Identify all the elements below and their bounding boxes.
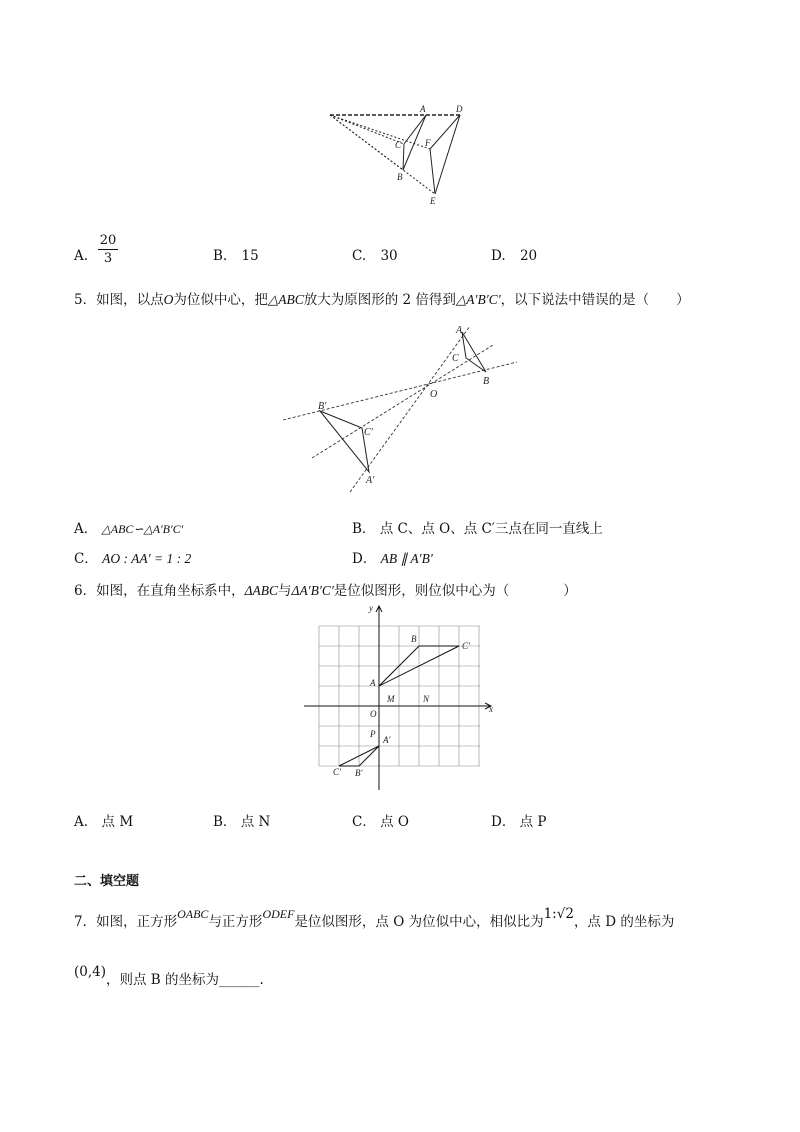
q6-label-y: y bbox=[369, 603, 373, 613]
q6-label-c2: C′ bbox=[333, 767, 341, 777]
q6-option-c-text: 点 O bbox=[380, 814, 409, 830]
q6-option-c[interactable] bbox=[352, 810, 409, 830]
q4-label-c: C bbox=[395, 140, 402, 150]
q5-option-c-letter: C． bbox=[74, 551, 98, 567]
q6-stem-pre: 6．如图，在直角坐标系中， bbox=[74, 583, 245, 599]
q7-line2-text: ，则点 B 的坐标为______. bbox=[106, 972, 264, 988]
q7-line2 bbox=[74, 964, 264, 988]
q5-stem-mid: 为位似中心，把 bbox=[173, 292, 268, 308]
q5-option-c-text: AO : AA′ = 1 : 2 bbox=[102, 551, 192, 566]
q6-label-b2: B′ bbox=[355, 768, 363, 778]
q5-option-a-letter: A． bbox=[74, 521, 98, 537]
q6-option-d-text: 点 P bbox=[519, 814, 547, 830]
q4-label-d: D bbox=[456, 104, 463, 114]
q4-option-b-letter: B. bbox=[213, 248, 228, 264]
q4-label-b: B bbox=[397, 172, 403, 182]
q5-option-b-letter: B． bbox=[352, 521, 376, 537]
q5-label-c: C bbox=[452, 353, 459, 364]
q5-option-b-text: 点 C、点 O、点 C′三点在同一直线上 bbox=[379, 521, 603, 537]
q5-label-a: A bbox=[456, 325, 463, 336]
q5-option-a-text: △ABC∽△A′B′C′ bbox=[101, 522, 184, 536]
q4-label-a: A bbox=[420, 104, 426, 114]
q7-stem-odef: ODEF bbox=[262, 907, 295, 921]
q4-option-b-text: 15 bbox=[241, 248, 259, 264]
q7-stem-mid2: 是位似图形，点 O 为位似中心，相似比为 bbox=[294, 914, 544, 930]
q6-option-d[interactable] bbox=[491, 810, 547, 830]
q6-stem-abc2: ΔA′B′C′ bbox=[291, 583, 334, 598]
q6-label-a2: A′ bbox=[383, 735, 391, 745]
q6-label-c: C′ bbox=[462, 641, 470, 651]
q4-option-c-text: 30 bbox=[380, 248, 398, 264]
q4-option-c-letter: C. bbox=[352, 248, 367, 264]
q5-label-b: B bbox=[483, 376, 490, 387]
q6-stem-post: 是位似图形，则位似中心为（ ） bbox=[333, 583, 577, 599]
q6-label-a: A bbox=[370, 678, 376, 688]
q6-label-b: B bbox=[411, 634, 417, 644]
q5-label-c2: C′ bbox=[364, 427, 373, 438]
q6-option-b[interactable] bbox=[213, 810, 270, 830]
q4-option-d-text: 20 bbox=[519, 248, 538, 264]
q6-option-a-text: 点 M bbox=[101, 814, 134, 830]
section-title: 二、填空题 bbox=[74, 874, 140, 889]
q6-label-m: M bbox=[387, 694, 395, 704]
q5-label-b2: B′ bbox=[318, 401, 327, 412]
q6-option-b-letter: B． bbox=[213, 814, 237, 830]
q4-label-e: E bbox=[430, 196, 436, 206]
q6-option-a-letter: A． bbox=[74, 814, 98, 830]
q5-label-a2: A′ bbox=[366, 475, 375, 486]
q7-stem-pre: 7．如图，正方形 bbox=[74, 914, 178, 930]
q6-option-a[interactable] bbox=[74, 810, 133, 830]
q6-label-p: P bbox=[370, 729, 376, 739]
q5-stem-post: ，以下说法中错误的是（ ） bbox=[500, 292, 690, 308]
q5-option-d-letter: D． bbox=[352, 551, 377, 567]
q6-label-o: O bbox=[370, 709, 377, 719]
q5-label-o: O bbox=[430, 389, 438, 400]
q6-stem-abc: ΔABC bbox=[244, 583, 279, 598]
q5-stem-pre: 5．如图，以点 bbox=[74, 292, 164, 308]
q5-stem-abc: △ABC bbox=[267, 292, 304, 307]
q7-coord: (0,4) bbox=[74, 964, 107, 980]
q4-option-d-letter: D. bbox=[491, 248, 506, 264]
q5-stem-o: O bbox=[163, 292, 174, 307]
q5-stem-abc2: △A′B′C′ bbox=[455, 292, 501, 307]
q7-stem bbox=[74, 906, 675, 930]
q6-label-n: N bbox=[423, 694, 430, 704]
q4-label-f: F bbox=[425, 138, 431, 148]
q7-stem-oabc: OABC bbox=[177, 907, 209, 921]
q7-stem-mid: 与正方形 bbox=[208, 914, 263, 930]
q6-option-c-letter: C． bbox=[352, 814, 376, 830]
q4-fraction-denominator: 3 bbox=[103, 251, 113, 266]
q6-option-b-text: 点 N bbox=[240, 814, 271, 830]
q5-stem-mid2: 放大为原图形的 2 倍得到 bbox=[303, 292, 456, 308]
q5-option-d-text: AB ∥ A′B′ bbox=[380, 551, 433, 566]
q4-fraction-numerator: 20 bbox=[99, 233, 117, 248]
q7-stem-ratio: 1:√2 bbox=[543, 906, 574, 922]
q6-stem-mid: 与 bbox=[278, 583, 292, 599]
q4-option-a-letter: A. bbox=[74, 248, 89, 264]
q6-label-x: x bbox=[489, 704, 493, 714]
q6-option-d-letter: D． bbox=[491, 814, 516, 830]
q7-stem-post: ，点 D 的坐标为 bbox=[573, 914, 675, 930]
